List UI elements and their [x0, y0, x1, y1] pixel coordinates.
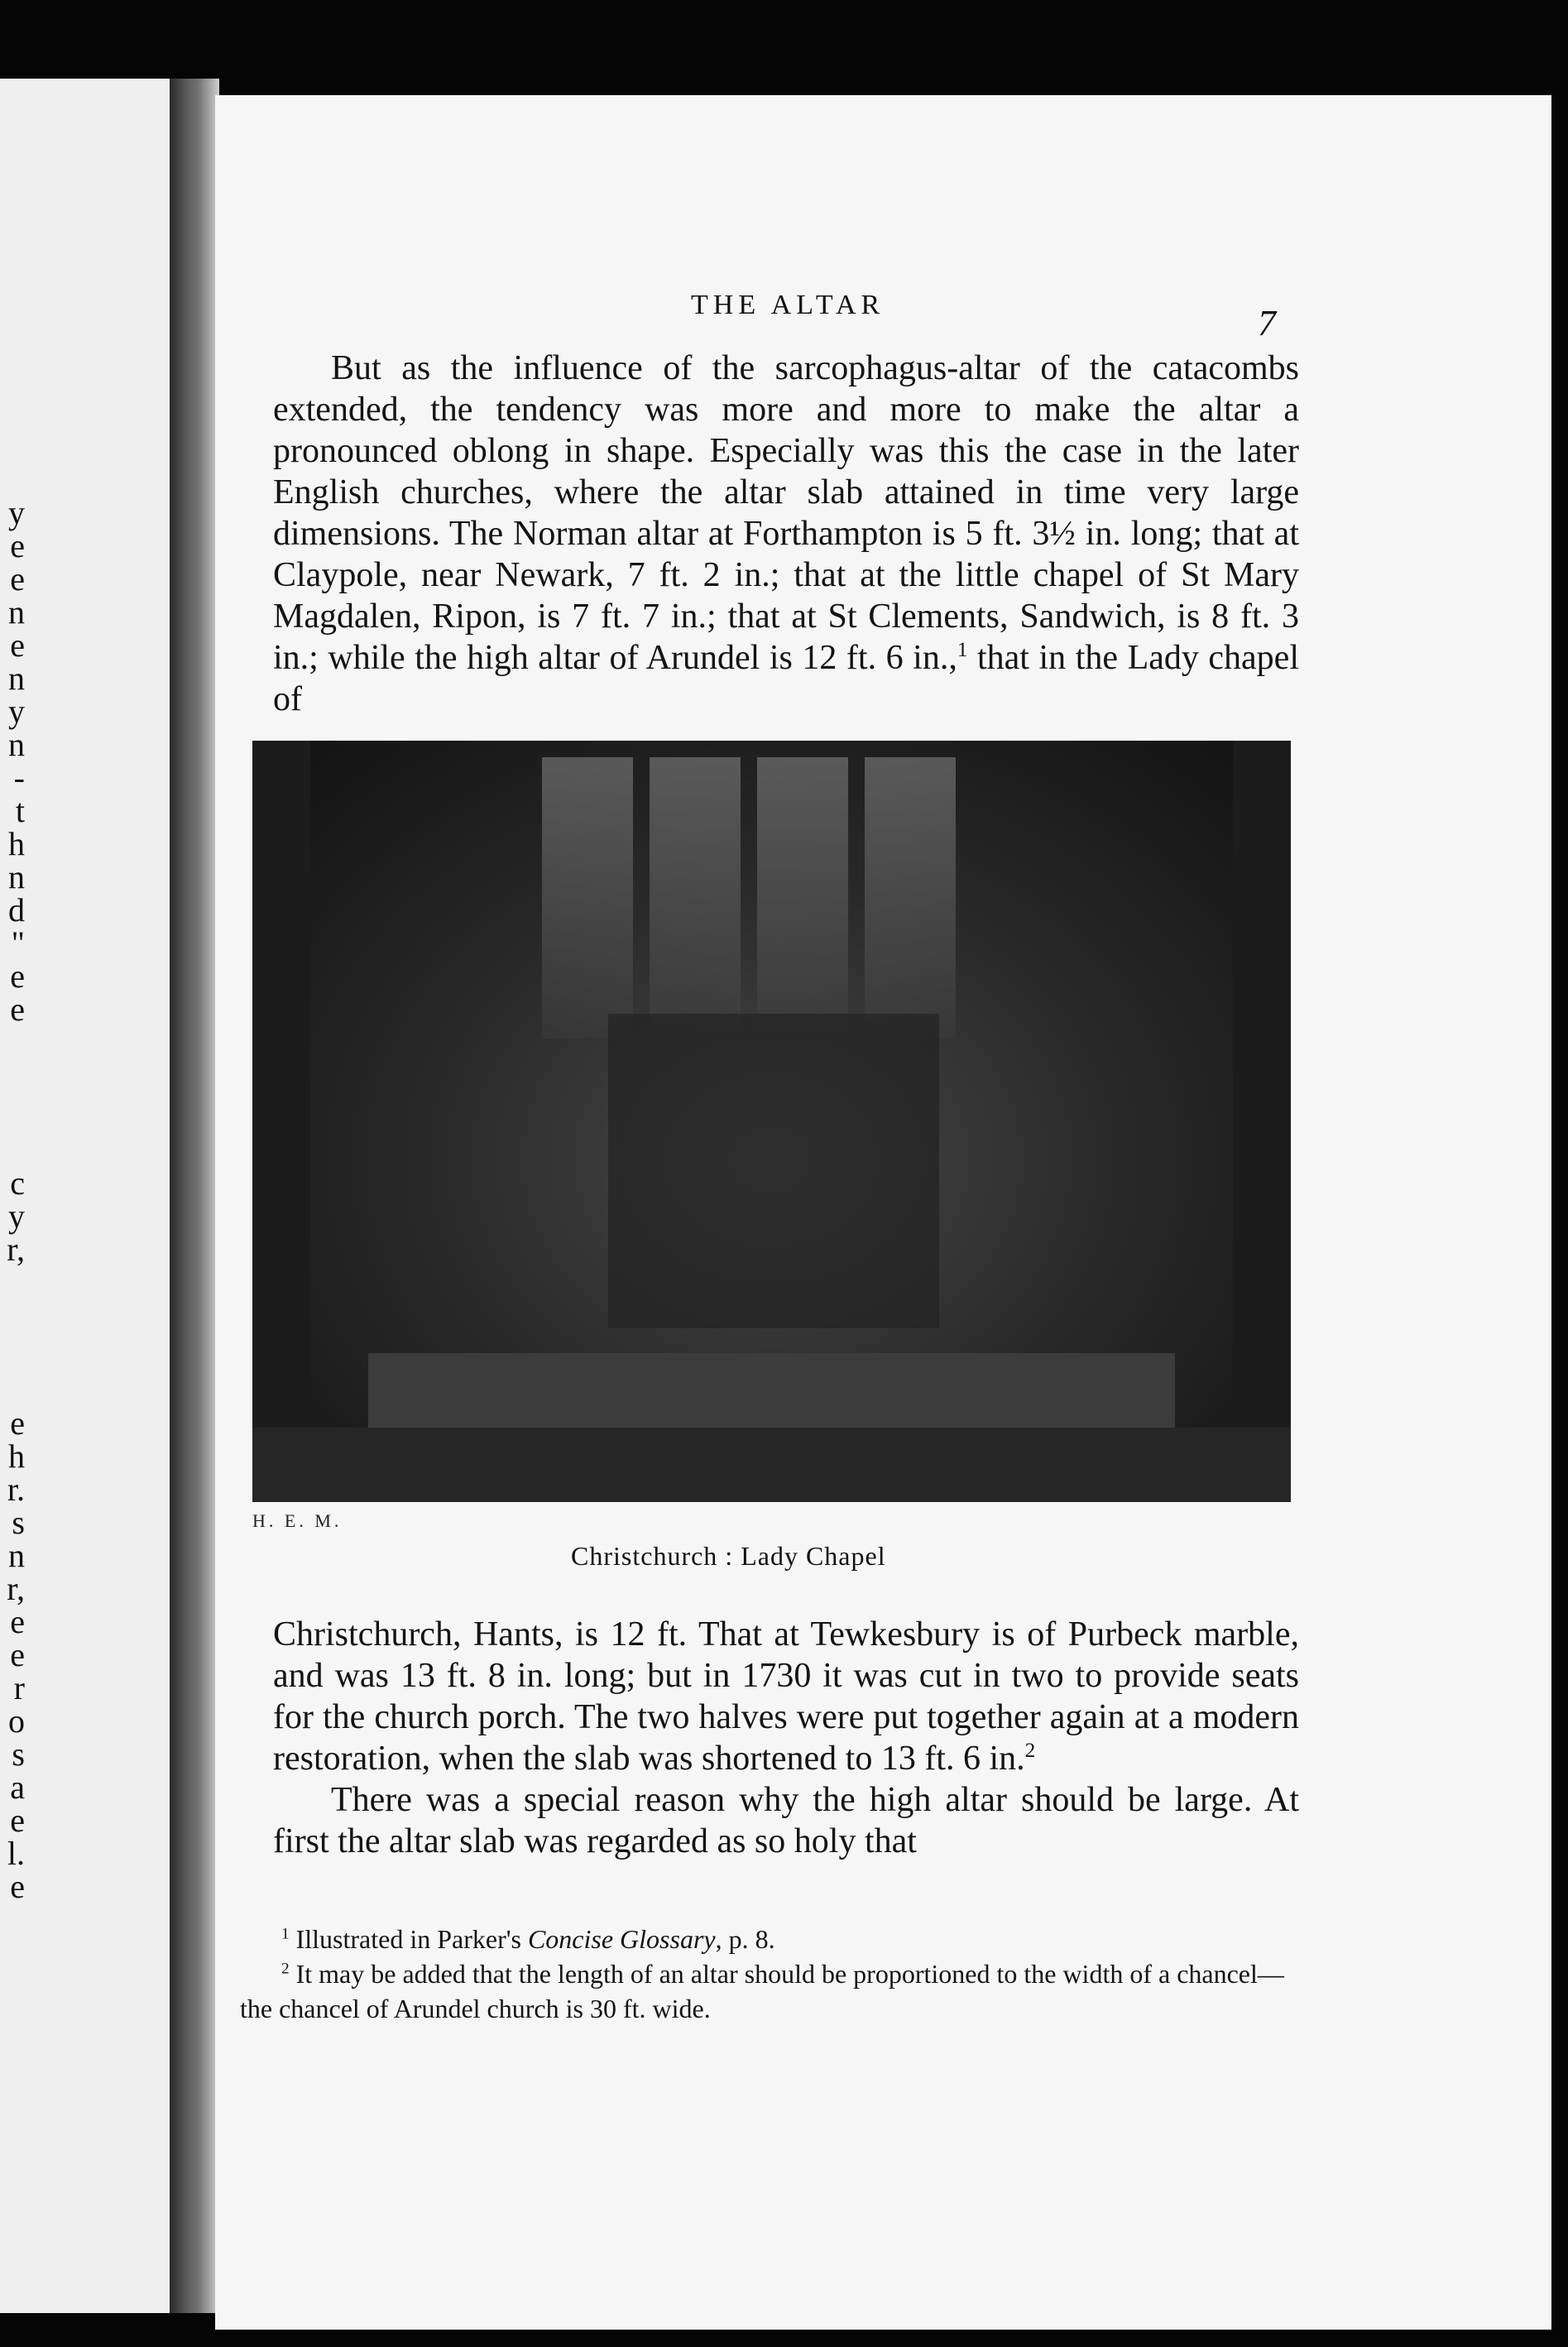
left-margin-letters	[0, 494, 25, 1905]
plate-steps	[368, 1353, 1175, 1428]
margin-letter: r,	[7, 1231, 25, 1268]
margin-letter	[0, 1026, 25, 1167]
margin-letter: e	[10, 958, 25, 995]
margin-letter: h	[8, 1437, 25, 1475]
margin-letter: e	[10, 1802, 25, 1839]
plate-floor	[252, 1428, 1291, 1502]
footnote-ref[interactable]: 2	[1024, 1740, 1036, 1762]
margin-letter: s	[12, 1735, 25, 1773]
margin-letter: e	[10, 1404, 25, 1442]
footnote-ref[interactable]: 1	[957, 639, 968, 661]
plate-window	[650, 757, 741, 1039]
paragraph-text: that in the Lady chapel of	[273, 639, 1299, 718]
footnote-text: , p. 8.	[715, 1924, 775, 1954]
paragraph: There was a special reason why the high altar should be large. At first the altar slab was regarded as so holy that	[273, 1781, 1299, 1860]
margin-letter: e	[10, 1603, 25, 1640]
footnotes	[240, 1922, 1307, 2026]
margin-letter: r	[13, 1669, 25, 1706]
margin-letter: a	[10, 1769, 25, 1806]
plate-pillar	[252, 741, 310, 1502]
margin-letter: n	[8, 1537, 25, 1574]
margin-letter: l.	[7, 1835, 25, 1872]
page-number: 7	[1258, 303, 1276, 343]
footnote-mark: 2	[281, 1960, 290, 1978]
book-gutter	[170, 79, 219, 2313]
margin-letter: r.	[7, 1471, 25, 1508]
running-head: THE ALTAR	[691, 290, 885, 320]
footnote-mark: 1	[281, 1925, 290, 1943]
footnote	[240, 1956, 1307, 2026]
margin-letter: -	[13, 759, 25, 796]
paragraph-text: Christchurch, Hants, is 12 ft. That at Tewkesbury is of Purbeck marble, and was 13 ft. 8 in. long; but in 1730 it was cut in two to provide seats for the church porch. The two halves were put together again at a modern restoration, when the slab was shortened to 13 ft. 6 in.	[273, 1615, 1299, 1778]
plate-pillar	[1233, 741, 1291, 1502]
margin-letter: n	[8, 593, 25, 631]
plate-credit: H. E. M.	[252, 1510, 343, 1531]
text-block-top	[273, 348, 1299, 720]
paragraph-text: But as the influence of the sarcophagus-altar of the catacombs extended, the tendency was more and more to make the altar a pronounced oblong in shape. Especially was this the case in the later English churches, where the altar slab attained in time very large dimensions. The Norman altar at Forthampton is 5 ft. 3½ in. long; that at Claypole, near Newark, 7 ft. 2 in.; that at the little chapel of St Mary Magdalen, Ripon, is 7 ft. 7 in.; that at St Clements, Sandwich, is 8 ft. 3 in.; while the high altar of Arundel is 12 ft. 6 in.,	[273, 349, 1299, 677]
margin-letter: e	[10, 560, 25, 598]
margin-letter: e	[10, 626, 25, 664]
plate-window	[757, 757, 848, 1039]
margin-letter: y	[8, 494, 25, 531]
paragraph	[273, 1614, 1299, 1779]
margin-letter	[0, 1266, 25, 1407]
footnote-title: Concise Glossary	[527, 1924, 716, 1954]
margin-letter: o	[8, 1702, 25, 1740]
margin-letter: c	[10, 1164, 25, 1202]
footnote	[240, 1922, 1307, 1956]
paragraph	[273, 348, 1299, 720]
plate-reredos	[608, 1014, 939, 1328]
margin-letter: t	[15, 792, 25, 829]
margin-letter: n	[8, 660, 25, 697]
left-facing-page	[0, 79, 170, 2313]
footnote-text: It may be added that the length of an altar should be proportioned to the width of a chancel—the chancel of Arundel church is 30 ft. wide.	[240, 1959, 1284, 2023]
plate-window	[865, 757, 956, 1039]
margin-letter: e	[10, 1868, 25, 1905]
text-block-bottom	[273, 1614, 1299, 1862]
footnote-text: Illustrated in Parker's	[289, 1924, 528, 1954]
margin-letter: y	[8, 1197, 25, 1235]
margin-letter: e	[10, 1636, 25, 1673]
plate-caption: Christchurch : Lady Chapel	[571, 1541, 886, 1571]
margin-letter: s	[12, 1504, 25, 1541]
margin-letter: n	[8, 858, 25, 895]
margin-letter: "	[11, 924, 25, 962]
margin-letter: e	[10, 991, 25, 1028]
margin-letter: e	[10, 527, 25, 564]
margin-letter: r,	[7, 1570, 25, 1607]
margin-letter: n	[8, 726, 25, 763]
photo-plate	[252, 741, 1291, 1502]
margin-letter: d	[8, 891, 25, 929]
margin-letter: y	[8, 693, 25, 730]
margin-letter: h	[8, 825, 25, 862]
plate-window	[542, 757, 633, 1039]
